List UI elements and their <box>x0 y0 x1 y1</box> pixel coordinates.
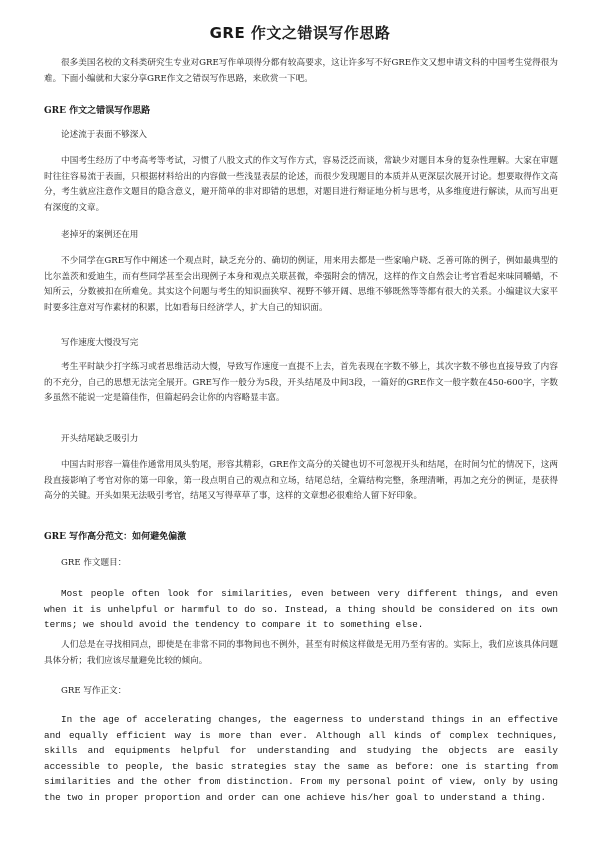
point-1-title: 论述流于表面不够深入 <box>61 130 147 140</box>
point-3-body: 考生平时缺少打字练习或者思维活动大慢，导致写作速度一直提不上去，首先表现在字数不够上，其次字数不够也直接导致了内容的不充分，自己的思想无法完全展开。GRE写作一般分为5段，开头结尾及中间3段，一篇好的GRE作文一般字数在450-600字，字数多虽然不能说一定是篇佳作，但篇起码会让你的内容略显丰富。 <box>44 362 558 404</box>
point-2-title: 老掉牙的案例还在用 <box>61 230 139 240</box>
essay-label: GRE 写作正文： <box>61 686 127 696</box>
essay-english: In the age of accelerating changes, the eagerness to understand things in an effective and equally efficient way is more than ever. Although all kinds of complex techniques, skills and equipments helpful for understanding and studying the objects are easily accessible to people, the basic strategies stay the same as before: one is starting from similarities and the other from distinction. From my personal point of view, only by using the two in proper proportion and order can one achieve his/her goal to understand a thing. <box>44 714 558 803</box>
point-3-title: 写作速度大慢没写完 <box>61 338 139 348</box>
prompt-chinese: 人们总是在寻找相同点，即使是在非常不同的事物间也不例外，甚至有时候这样做是无用乃至有害的。实际上，我们应该具体问题具体分析；我们应该尽量避免比较的倾向。 <box>44 640 558 666</box>
point-4-title: 开头结尾缺乏吸引力 <box>61 434 139 444</box>
point-1-body: 中国考生经历了中考高考等考试，习惯了八股文式的作文写作方式，容易泛泛而谈，常缺少对题目本身的复杂性理解。大家在审题时往往容易流于表面，只根据材料给出的内容做一些浅显表层的论述，而很少发现题目的本质并从更深层次展开讨论。想要取得作文高分，考生就应注意作文题目的隐含意义，避开简单的非对即错的思想，对题目进行辩证地分析与思考，从多维度进行解读，从而写出更有深度的文章。 <box>44 156 558 213</box>
section-heading-mistakes: GRE 作文之错误写作思路 <box>44 106 151 116</box>
intro-paragraph: 很多美国名校的文科类研究生专业对GRE写作单项得分都有较高要求，这让许多写不好GRE作文又想申请文科的中国考生觉得很为难。下面小编就和大家分享GRE作文之错误写作思路，来欣赏一下吧。 <box>44 58 558 84</box>
prompt-label: GRE 作文题目： <box>61 558 127 568</box>
page-title: GRE 作文之错误写作思路 <box>209 24 391 42</box>
prompt-english: Most people often look for similarities, even between very different things, and even when it is unhelpful or harmful to do so. Instead, a thing should be considered on its own terms; we should avoid the tendency to compare it to something else. <box>44 588 558 630</box>
point-4-body: 中国古时形容一篇佳作通常用凤头豹尾，形容其精彩，GRE作文高分的关键也切不可忽视开头和结尾，在时间匀忙的情况下，这两段直接影响了考官对你的第一印象，第一段点明自己的观点和立场，结尾总结，全篇结构完整，条理清晰，再加之充分的例证，是获得高分的关键。开头如果无法吸引考官，结尾又写得草草了事，这样的文章想必很难给人留下好印象。 <box>44 460 558 502</box>
point-2-body: 不少同学在GRE写作中阐述一个观点时，缺乏充分的、确切的例证，用来用去都是一些家喻户晓、乏善可陈的例子，例如最典型的比尔盖茨和爱迪生，而有些同学甚至会出现例子本身和观点关联甚微，牵强附会的情况，这样的作文自然会让考官看起来味同嚼蜡，不知所云，分数被扣在所难免。其实这个问题与考生的知识面狭窄、视野不够开阔、思维不够既然等等都有很大的关系。小编建议大家平时要多注意对写作素材的积累，比如看每日经济学人，扩大自己的知识面。 <box>44 256 558 313</box>
section-heading-sample-essay: GRE 写作高分范文：如何避免偏激 <box>44 532 187 542</box>
